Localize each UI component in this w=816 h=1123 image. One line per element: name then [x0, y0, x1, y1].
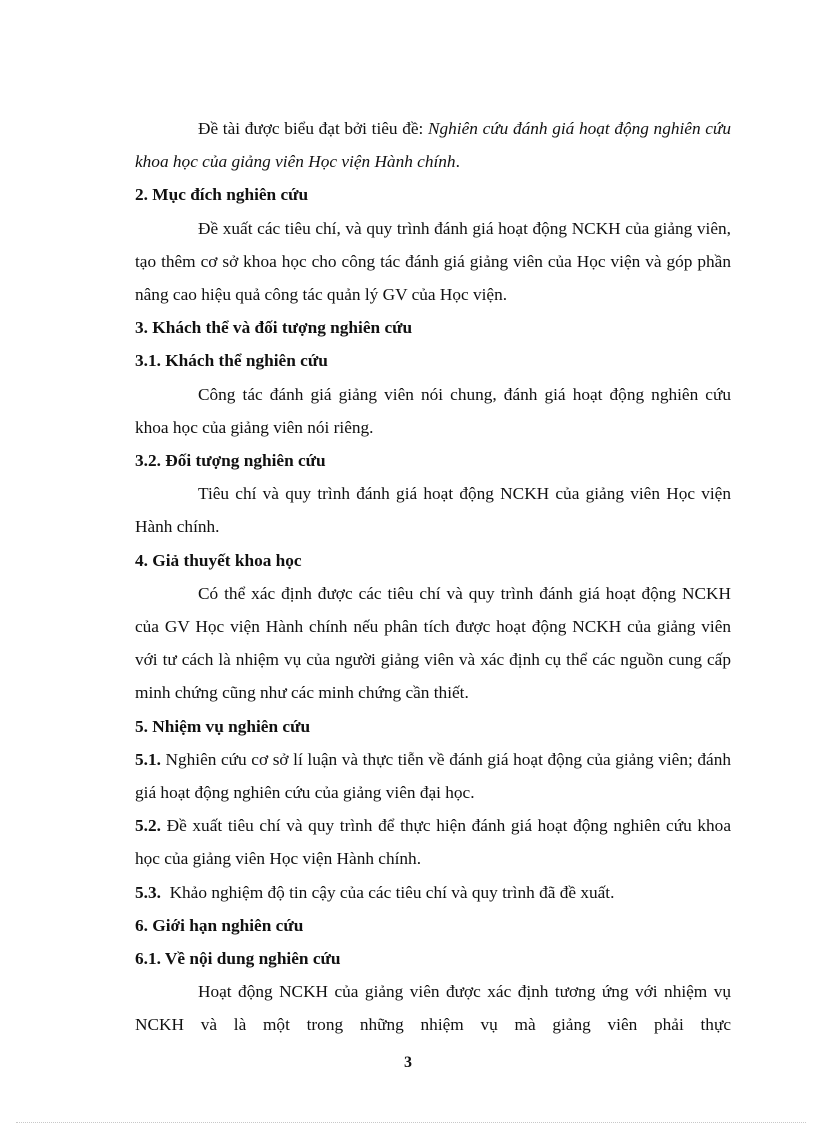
intro-lead: Đề tài được biểu đạt bởi tiêu đề: [198, 119, 428, 138]
heading-hypothesis: 4. Giả thuyết khoa học [135, 550, 302, 570]
task-number: 5.2. [135, 816, 161, 836]
task-text: Đề xuất tiêu chí và quy trình để thực hiện đánh giá hoạt động nghiên cứu khoa học của giảng viên Học viện Hành chính. [135, 816, 731, 869]
page-number: 3 [404, 1054, 412, 1071]
scope-content-body: Hoạt động NCKH của giảng viên được xác định tương ứng với nhiệm vụ NCKH và là một trong những nhiệm vụ mà giảng viên phải thực [135, 982, 731, 1035]
task-number: 5.3. [135, 882, 161, 902]
heading-subject-object: 3. Khách thể và đối tượng nghiên cứu [135, 318, 413, 338]
heading-object: 3.2. Đối tượng nghiên cứu [135, 451, 326, 471]
task-text: Khảo nghiệm độ tin cậy của các tiêu chí và quy trình đã đề xuất. [160, 882, 615, 902]
task-number: 5.1. [135, 749, 161, 769]
document-page [135, 112, 731, 1042]
intro-end: . [455, 152, 460, 172]
heading-subject: 3.1. Khách thể nghiên cứu [135, 351, 328, 371]
object-body: Tiêu chí và quy trình đánh giá hoạt động NCKH của giảng viên Học viện Hành chính. [135, 484, 731, 537]
task-text: Nghiên cứu cơ sở lí luận và thực tiễn về đánh giá hoạt động của giảng viên; đánh giá hoạt động nghiên cứu của giảng viên đại học. [135, 749, 731, 803]
thesis-title: Nghiên cứu đánh giá hoạt động nghiên cứu khoa học của giảng viên Học viện Hành chính [135, 119, 731, 172]
heading-scope: 6. Giới hạn nghiên cứu [135, 915, 304, 935]
heading-scope-content: 6.1. Về nội dung nghiên cứu [135, 949, 341, 969]
purpose-body: Đề xuất các tiêu chí, và quy trình đánh giá hoạt động NCKH của giảng viên, tạo thêm cơ sở khoa học cho công tác đánh giá giảng viên của Học viện và góp phần nâng cao hiệu quả công tác quản lý GV của Học viện. [135, 218, 731, 305]
heading-purpose: 2. Mục đích nghiên cứu [135, 185, 309, 205]
task-item [135, 743, 731, 809]
task-item [135, 809, 731, 875]
task-item [135, 876, 731, 909]
hypothesis-body: Có thể xác định được các tiêu chí và quy trình đánh giá hoạt động NCKH của GV Học viện Hành chính nếu phân tích được hoạt động NCKH của giảng viên với tư cách là nhiệm vụ của người giảng viên và xác định cụ thể các nguồn cung cấp minh chứng cũng như các minh chứng cần thiết. [135, 583, 731, 703]
subject-body: Công tác đánh giá giảng viên nói chung, đánh giá hoạt động nghiên cứu khoa học của giảng viên nói riêng. [135, 384, 731, 437]
heading-tasks: 5. Nhiệm vụ nghiên cứu [135, 716, 311, 736]
intro-paragraph [135, 112, 731, 178]
